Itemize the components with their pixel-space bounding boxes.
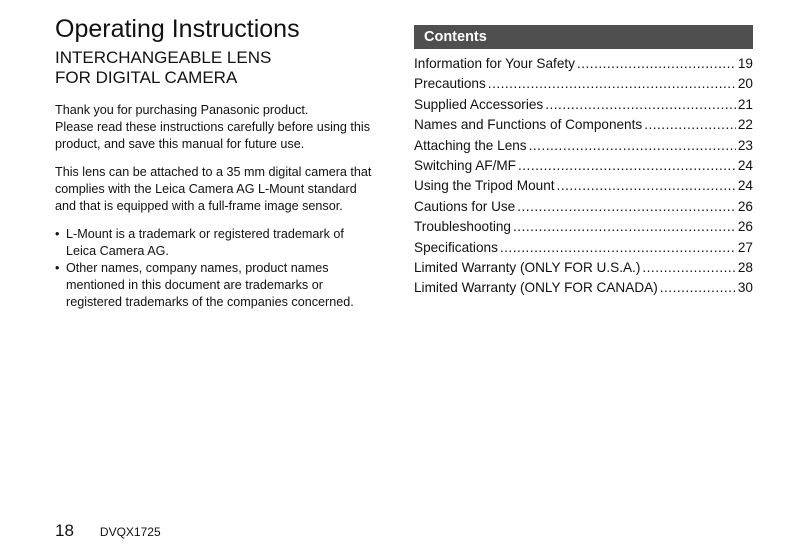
toc-item-title: Supplied Accessories — [414, 96, 544, 112]
document-code: DVQX1725 — [99, 525, 161, 539]
toc-leader-dots — [488, 74, 736, 94]
toc-item-title: Attaching the Lens — [414, 137, 527, 153]
trademark-notes — [55, 226, 395, 311]
toc-leader-dots — [644, 115, 736, 135]
toc-item-title: Limited Warranty (ONLY FOR CANADA) — [414, 280, 658, 296]
compat-line: This lens can be attached to a 35 mm digital camera that — [55, 165, 372, 179]
note-line: Other names, company names, product names — [66, 261, 329, 275]
toc-leader-dots — [529, 136, 736, 156]
toc-item-supplied-accessories[interactable] — [414, 95, 753, 115]
toc-item-page: 22 — [737, 117, 753, 133]
contents-heading: Contents — [414, 25, 753, 49]
toc-item-page: 20 — [737, 76, 753, 92]
toc-leader-dots — [642, 258, 736, 278]
toc-item-page: 26 — [737, 219, 753, 235]
compat-line: complies with the Leica Camera AG L-Mount standard — [55, 182, 357, 196]
toc-item-information-for-your-safety[interactable] — [414, 54, 753, 74]
table-of-contents — [414, 25, 753, 299]
toc-item-using-the-tripod-mount[interactable] — [414, 176, 753, 196]
intro-line: Thank you for purchasing Panasonic product. — [55, 103, 309, 117]
note-line: registered trademarks of the companies concerned. — [66, 295, 354, 309]
left-column — [55, 14, 395, 311]
toc-item-limited-warranty-canada[interactable] — [414, 278, 753, 298]
toc-item-title: Names and Functions of Components — [414, 117, 643, 133]
note-item — [55, 226, 395, 260]
toc-item-names-and-functions[interactable] — [414, 115, 753, 135]
toc-item-title: Cautions for Use — [414, 198, 516, 214]
toc-list — [414, 54, 753, 299]
subtitle-line: INTERCHANGEABLE LENS — [55, 48, 272, 67]
toc-item-limited-warranty-usa[interactable] — [414, 258, 753, 278]
toc-item-page: 19 — [737, 56, 753, 71]
intro-line: Please read these instructions carefully before using this — [55, 120, 371, 134]
compat-line: and that is equipped with a full-frame image sensor. — [55, 199, 343, 213]
toc-item-title: Precautions — [414, 76, 486, 92]
subtitle-line: FOR DIGITAL CAMERA — [55, 68, 238, 87]
toc-leader-dots — [545, 95, 736, 115]
page-footer — [55, 521, 161, 541]
toc-item-title: Troubleshooting — [414, 219, 511, 235]
toc-item-page: 26 — [737, 198, 753, 214]
toc-leader-dots — [517, 197, 736, 217]
toc-item-page: 27 — [737, 239, 753, 255]
note-line: mentioned in this document are trademarks or — [66, 278, 323, 292]
note-line: L-Mount is a trademark or registered trademark of — [66, 227, 344, 241]
toc-leader-dots — [660, 278, 736, 298]
toc-item-title: Limited Warranty (ONLY FOR U.S.A.) — [414, 260, 641, 276]
bullet-icon: • — [55, 227, 60, 241]
intro-paragraph — [55, 102, 395, 153]
toc-item-page: 30 — [737, 280, 753, 296]
toc-item-title: Switching AF/MF — [414, 158, 516, 174]
page-number: 18 — [55, 521, 74, 540]
toc-item-page: 24 — [737, 158, 753, 174]
toc-item-page: 23 — [737, 137, 753, 153]
note-item — [55, 260, 395, 311]
toc-item-specifications[interactable] — [414, 238, 753, 258]
toc-item-troubleshooting[interactable] — [414, 217, 753, 237]
toc-leader-dots — [500, 238, 736, 258]
note-line: Leica Camera AG. — [66, 244, 169, 258]
bullet-icon: • — [55, 261, 60, 275]
toc-item-page: 21 — [737, 96, 753, 112]
toc-leader-dots — [577, 54, 736, 74]
intro-line: product, and save this manual for future use. — [55, 137, 305, 151]
toc-leader-dots — [513, 217, 736, 237]
page-title: Operating Instructions — [55, 15, 300, 43]
toc-leader-dots — [518, 156, 736, 176]
toc-item-page: 24 — [737, 178, 753, 194]
compatibility-paragraph — [55, 164, 395, 215]
toc-item-title: Information for Your Safety — [414, 56, 575, 71]
toc-item-cautions-for-use[interactable] — [414, 197, 753, 217]
toc-item-page: 28 — [737, 260, 753, 276]
toc-item-title: Specifications — [414, 239, 498, 255]
toc-item-title: Using the Tripod Mount — [414, 178, 555, 194]
toc-item-attaching-the-lens[interactable] — [414, 136, 753, 156]
toc-leader-dots — [557, 176, 736, 196]
toc-item-precautions[interactable] — [414, 74, 753, 94]
toc-item-switching-af-mf[interactable] — [414, 156, 753, 176]
page-subtitle — [55, 48, 395, 88]
